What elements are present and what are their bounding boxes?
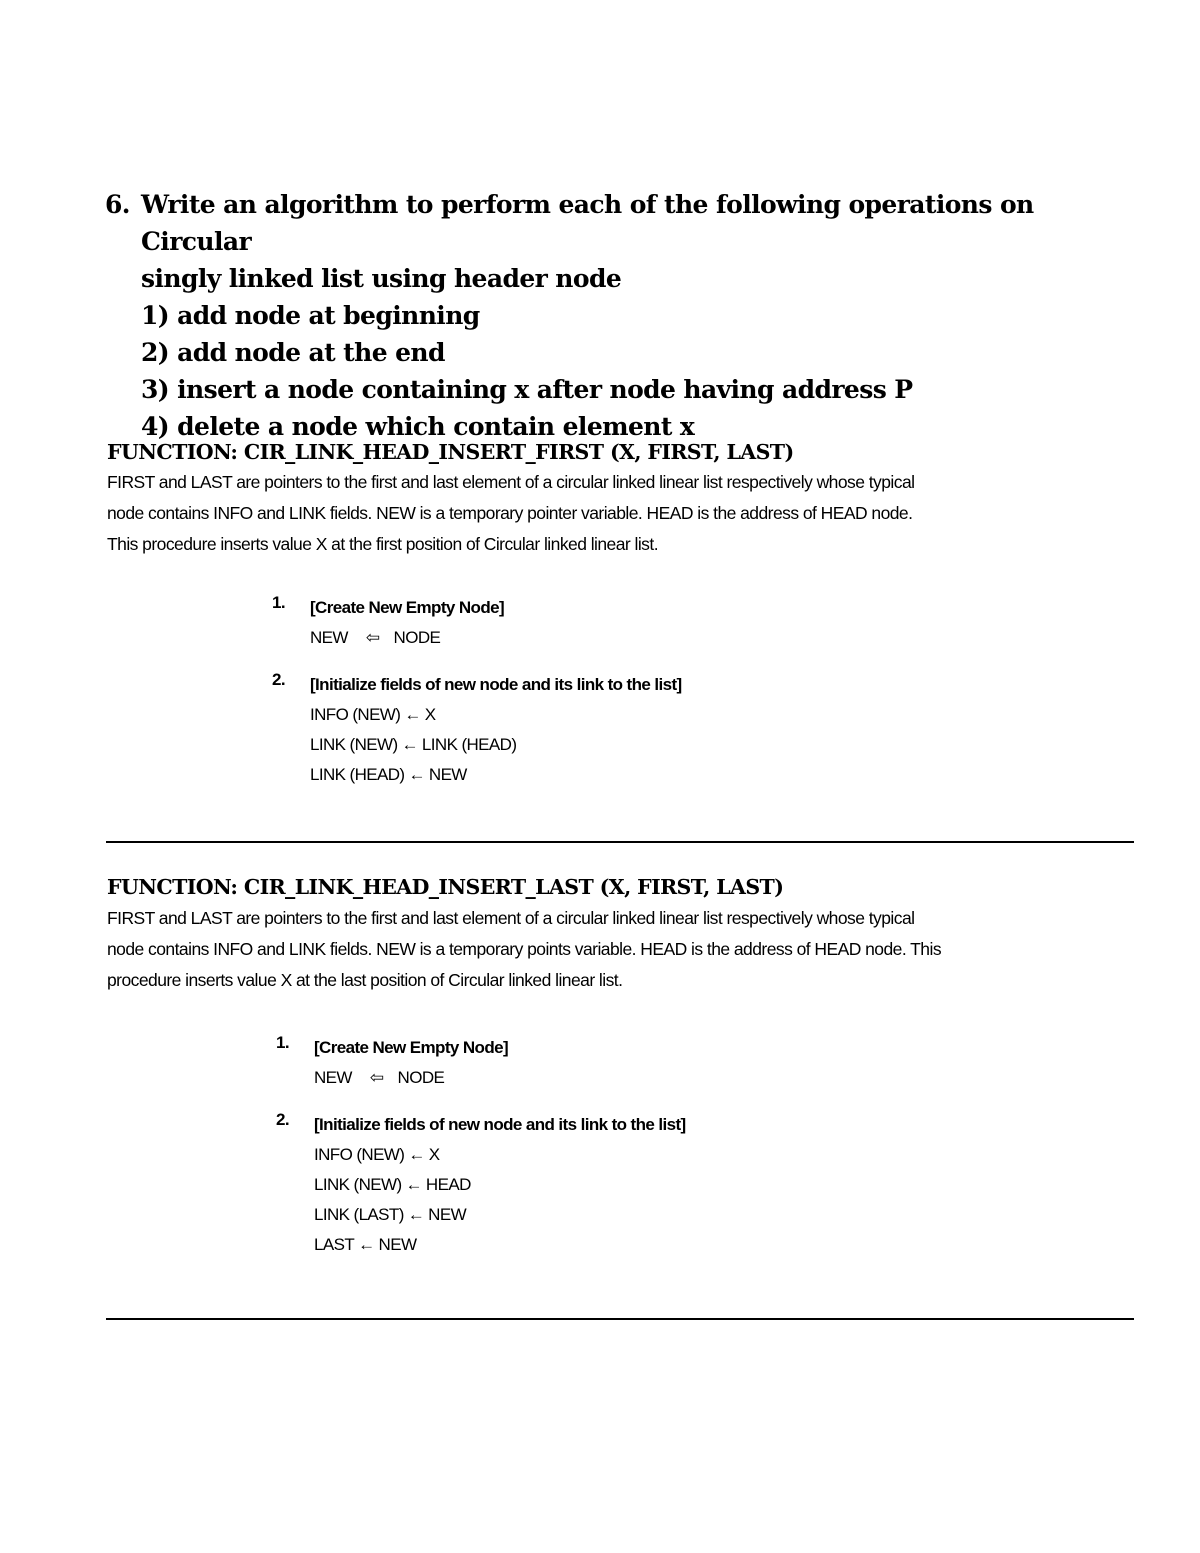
assignment-line	[310, 623, 682, 653]
description-line: procedure inserts value X at the last position of Circular linked linear list.	[107, 970, 623, 990]
assignment-target: LINK (NEW)	[310, 735, 398, 754]
assignment-target: NEW	[314, 1068, 352, 1087]
step-number: 1.	[276, 1033, 289, 1052]
assignment-line	[314, 1140, 686, 1170]
algorithm-step	[276, 1110, 686, 1260]
assignment-target: INFO (NEW)	[314, 1145, 405, 1164]
question-item: 2) add node at the end	[141, 338, 445, 367]
assignment-line	[310, 730, 682, 760]
left-arrow-icon: ←	[407, 1205, 425, 1224]
step-title: [Initialize fields of new node and its link to the list]	[310, 675, 682, 694]
question-item: 4) delete a node which contain element x	[141, 412, 695, 441]
open-left-arrow-icon: ⇦	[369, 1068, 384, 1087]
left-arrow-icon: ←	[404, 705, 421, 724]
assignment-target: LINK (LAST)	[314, 1205, 404, 1224]
question-heading	[105, 186, 1105, 260]
function-title: FUNCTION: CIR_LINK_HEAD_INSERT_LAST (X, FIRST, LAST)	[107, 875, 784, 899]
assignment-value: NEW	[428, 765, 467, 784]
description-line: node contains INFO and LINK fields. NEW is a temporary points variable. HEAD is the address of HEAD node. This	[107, 939, 942, 959]
description-line: This procedure inserts value X at the first position of Circular linked linear list.	[107, 534, 659, 554]
left-arrow-icon: ←	[405, 1175, 422, 1194]
section-divider	[106, 1318, 1134, 1320]
left-arrow-icon: ←	[408, 1145, 425, 1164]
left-arrow-icon: ←	[358, 1235, 375, 1254]
step-title: [Initialize fields of new node and its link to the list]	[314, 1115, 686, 1134]
assignment-value: NEW	[428, 1205, 467, 1224]
algorithm-step	[276, 1033, 686, 1093]
open-left-arrow-icon: ⇦	[365, 628, 380, 647]
assignment-value: LINK (HEAD)	[421, 735, 517, 754]
assignment-value: X	[428, 1145, 440, 1164]
left-arrow-icon: ←	[401, 735, 418, 754]
algorithm-steps	[272, 593, 682, 790]
assignment-value: HEAD	[425, 1175, 471, 1194]
description-line: FIRST and LAST are pointers to the first and last element of a circular linked linear list respectively whose typical	[107, 908, 915, 928]
function-description	[107, 903, 1117, 996]
question-line-2: singly linked list using header node	[141, 264, 622, 293]
algorithm-step	[272, 670, 682, 790]
assignment-target: LAST	[314, 1235, 355, 1254]
assignment-line	[310, 760, 682, 790]
assignment-target: LINK (NEW)	[314, 1175, 402, 1194]
question-item: 3) insert a node containing x after node having address P	[141, 375, 913, 404]
step-title: [Create New Empty Node]	[314, 1038, 509, 1057]
left-arrow-icon: ←	[408, 765, 425, 784]
question-item: 1) add node at beginning	[141, 301, 480, 330]
algorithm-step	[272, 593, 682, 653]
assignment-line	[314, 1200, 686, 1230]
section-divider	[106, 841, 1134, 843]
question-number: 6.	[105, 190, 130, 219]
algorithm-steps	[276, 1033, 686, 1260]
assignment-line	[314, 1170, 686, 1200]
assignment-value: NODE	[397, 1068, 445, 1087]
description-line: FIRST and LAST are pointers to the first and last element of a circular linked linear list respectively whose typical	[107, 472, 915, 492]
function-description	[107, 467, 1117, 560]
assignment-value: NEW	[378, 1235, 417, 1254]
assignment-value: X	[424, 705, 436, 724]
assignment-target: INFO (NEW)	[310, 705, 401, 724]
step-number: 2.	[276, 1110, 289, 1129]
description-line: node contains INFO and LINK fields. NEW is a temporary pointer variable. HEAD is the address of HEAD node.	[107, 503, 913, 523]
assignment-line	[310, 700, 682, 730]
step-number: 1.	[272, 593, 285, 612]
function-title: FUNCTION: CIR_LINK_HEAD_INSERT_FIRST (X, FIRST, LAST)	[107, 440, 794, 464]
assignment-target: NEW	[310, 628, 348, 647]
question-line-1: Write an algorithm to perform each of the following operations on Circular	[141, 190, 1034, 256]
assignment-line	[314, 1230, 686, 1260]
step-title: [Create New Empty Node]	[310, 598, 505, 617]
assignment-value: NODE	[393, 628, 441, 647]
assignment-line	[314, 1063, 686, 1093]
question-block	[105, 186, 1105, 445]
assignment-target: LINK (HEAD)	[310, 765, 405, 784]
step-number: 2.	[272, 670, 285, 689]
